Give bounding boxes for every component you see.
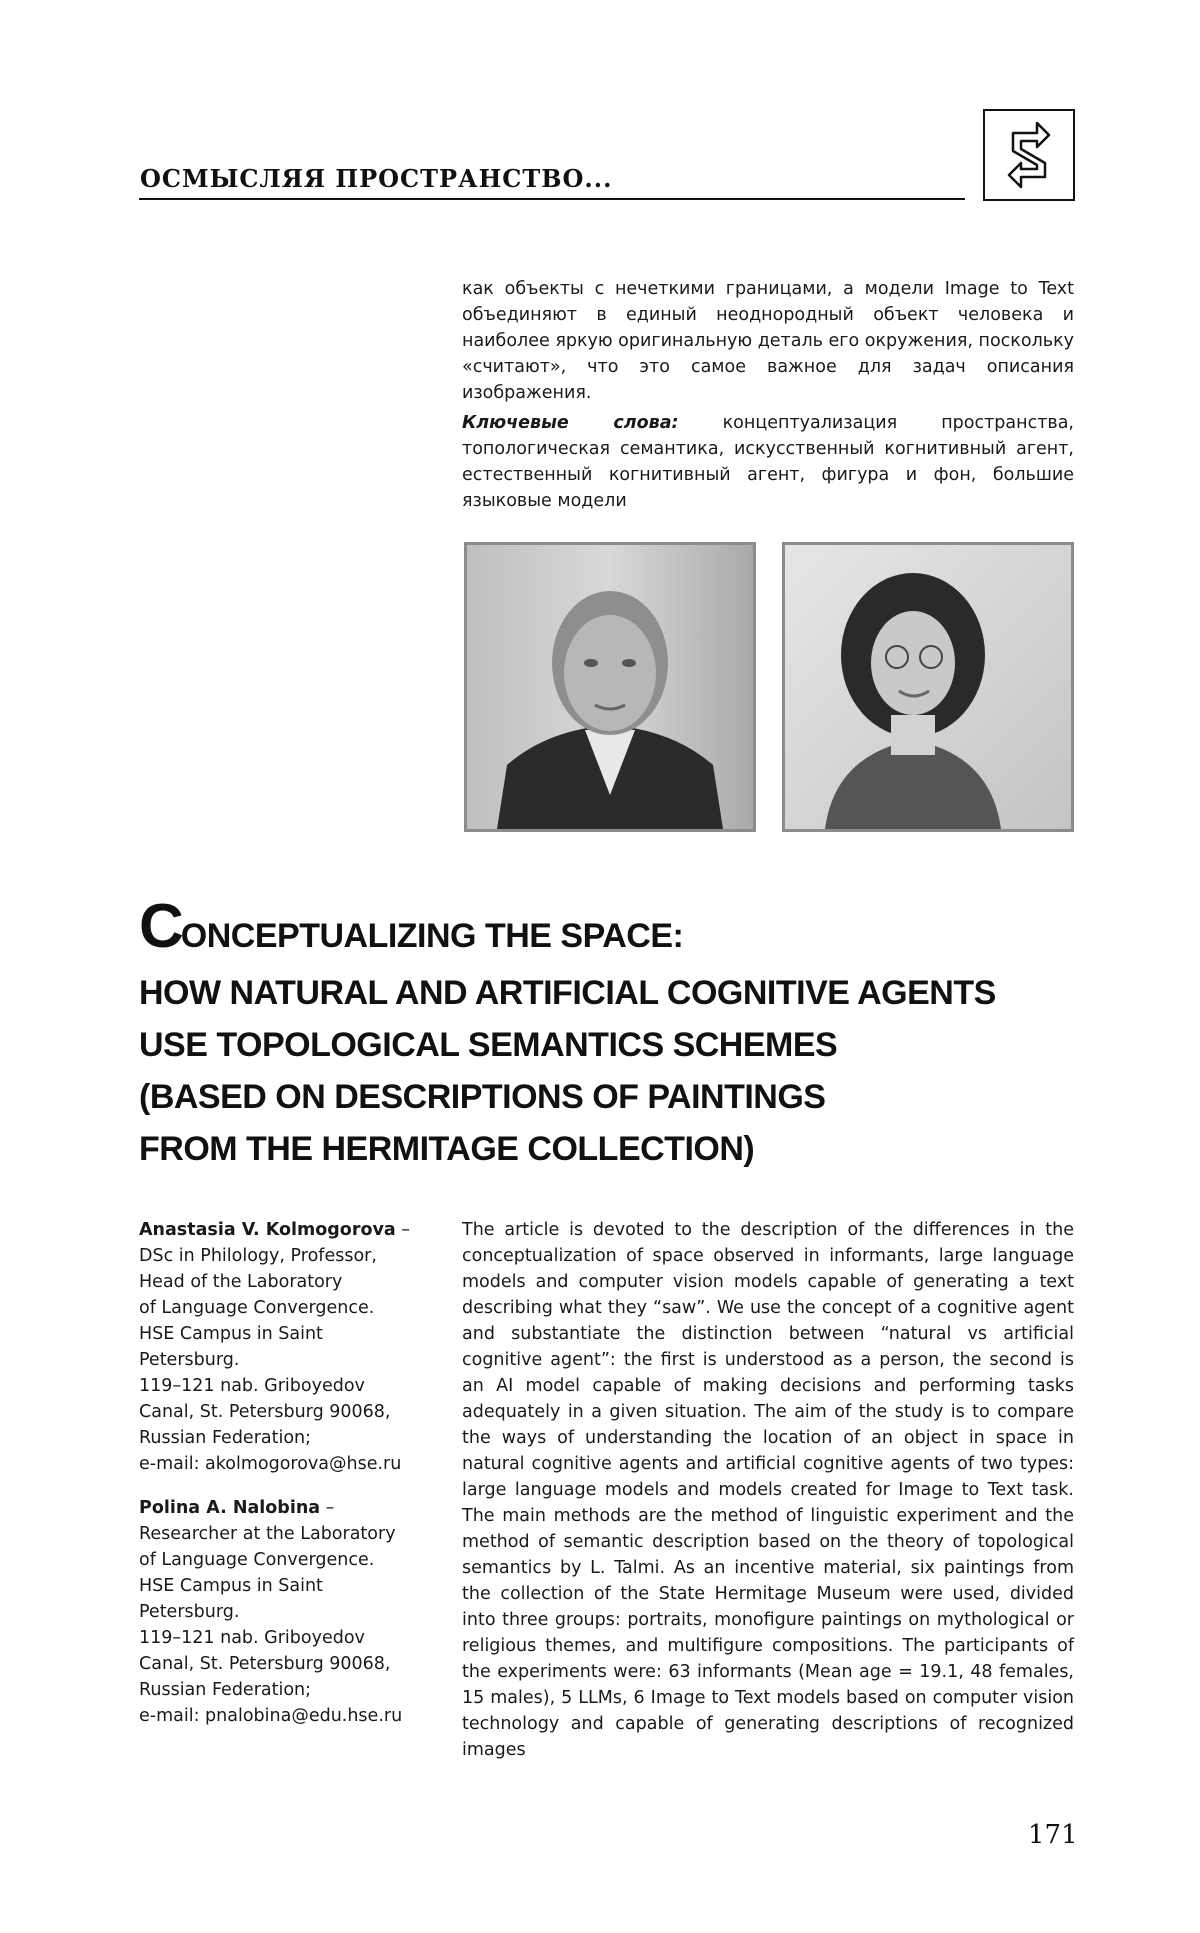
author-info-line: 119–121 nab. Griboyedov [139,1628,365,1648]
title-line-1-rest: ONCEPTUALIZING THE SPACE: [180,917,684,955]
author-info-line: Russian Federation; [139,1428,312,1448]
author-email: e-mail: akolmogorova@hse.ru [139,1454,402,1474]
author-block [139,1217,439,1477]
author-info-line: Researcher at the Laboratory [139,1524,396,1544]
author-name: Anastasia V. Kolmogorova [139,1220,396,1240]
author-name-dash: – [320,1498,335,1518]
author-info-line: HSE Campus in Saint [139,1324,323,1344]
author-block [139,1495,439,1729]
page-number: 171 [1028,1820,1078,1850]
author-info-line: of Language Convergence. [139,1298,375,1318]
journal-logo-arrows-icon [983,109,1075,201]
title-line-2: HOW NATURAL AND ARTIFICIAL COGNITIVE AGENTS [139,974,996,1012]
author-info-line: Canal, St. Petersburg 90068, [139,1402,391,1422]
title-line-1 [139,892,1069,967]
article-title [139,892,1069,1175]
author-name: Polina A. Nalobina [139,1498,321,1518]
title-line-5: FROM THE HERMITAGE COLLECTION) [139,1130,755,1168]
keywords-label: Ключевые слова: [462,413,679,433]
keywords-text: концептуализация пространства, топологическая семантика, искусственный когнитивный агент, естественный когнитивный агент, фигура и фон, большие языковые модели [462,413,1074,511]
author-info-line: HSE Campus in Saint [139,1576,323,1596]
running-header-title: ОСМЫСЛЯЯ ПРОСТРАНСТВО... [140,164,613,193]
russian-keywords [462,410,1074,514]
author-info-line: Petersburg. [139,1602,240,1622]
author-info-column [139,1217,439,1747]
author-info-line: DSc in Philology, Professor, [139,1246,377,1266]
author-email: e-mail: pnalobina@edu.hse.ru [139,1706,403,1726]
title-line-4: (BASED ON DESCRIPTIONS OF PAINTINGS [139,1078,826,1116]
author-info-line: Russian Federation; [139,1680,312,1700]
title-line-3: USE TOPOLOGICAL SEMANTICS SCHEMES [139,1026,838,1064]
russian-abstract-continuation [462,276,1074,518]
author-name-dash: – [395,1220,411,1240]
header-rule [139,198,965,200]
author-info-line: Canal, St. Petersburg 90068, [139,1654,391,1674]
title-dropcap: C [139,892,181,961]
author-portrait-2 [782,542,1074,832]
author-info-line: Head of the Laboratory [139,1272,343,1292]
russian-abstract-text: как объекты с нечеткими границами, а модели Image to Text объединяют в единый неоднородный объект человека и наиболее яркую оригинальную деталь его окружения, поскольку «считают», что это самое важное для задач описания изображения. [462,279,1074,403]
author-info-line: of Language Convergence. [139,1550,375,1570]
author-portrait-1 [464,542,756,832]
author-info-line: 119–121 nab. Griboyedov [139,1376,365,1396]
english-abstract: The article is devoted to the description of the differences in the conceptualization of space observed in informants, large language models and computer vision models capable of generating a text describing what they “saw”. We use the concept of a cognitive agent and substantiate the distinction between “natural vs artificial cognitive agent”: the first is understood as a person, the second is an AI model capable of making decisions and performing tasks adequately in a given situation. The aim of the study is to compare the ways of understanding the location of an object in space in natural cognitive agents and artificial cognitive agents of two types: large language models and models created for Image to Text task. The main methods are the method of linguistic experiment and the method of semantic description based on the theory of topological semantics by L. Talmi. As an incentive material, six paintings from the collection of the State Hermitage Museum were used, divided into three groups: portraits, monofigure paintings on mythological or religious themes, and multifigure compositions. The participants of the experiments were: 63 informants (Mean age = 19.1, 48 females, 15 males), 5 LLMs, 6 Image to Text models based on computer vision technology and capable of generating descriptions of recognized images [462,1220,1074,1760]
author-info-line: Petersburg. [139,1350,240,1370]
